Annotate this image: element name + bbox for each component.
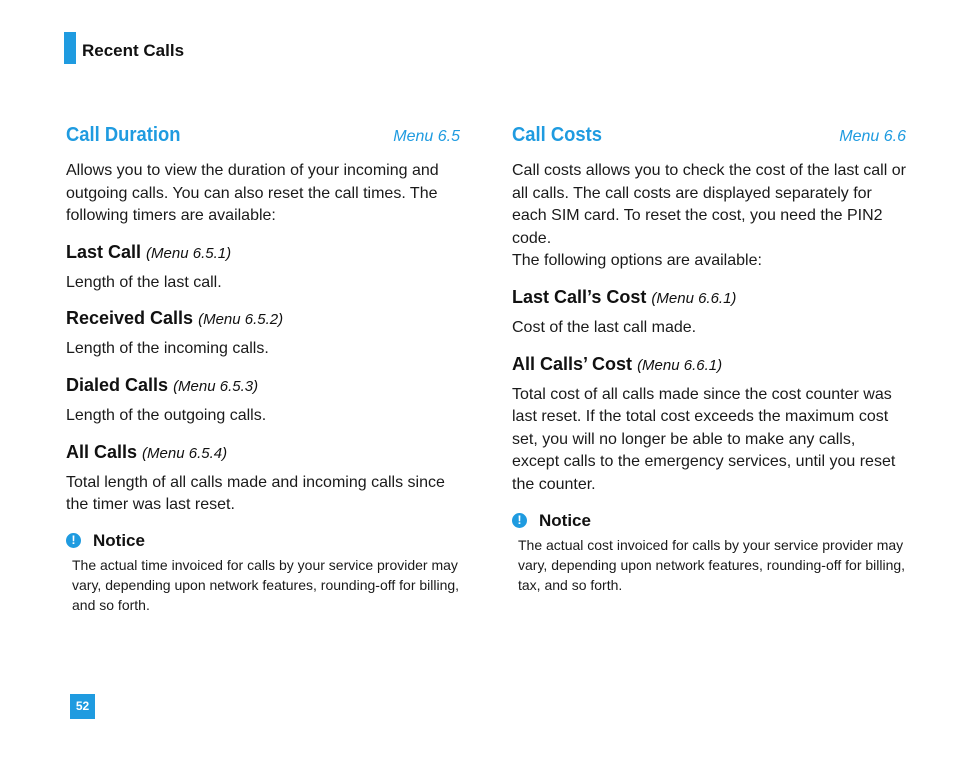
subsection-desc: Length of the outgoing calls.	[66, 406, 267, 424]
section-header	[66, 124, 460, 152]
options-intro: The following options are available:	[512, 252, 762, 270]
notice-header	[512, 511, 906, 531]
exclamation-icon: !	[512, 513, 527, 528]
subsection-desc: Total length of all calls made and incoming calls since the timer was last reset.	[66, 473, 445, 514]
section-intro: Call costs allows you to check the cost of the last call or all calls. The call costs are displayed separately for each SIM card. To reset the cost, you need the PIN2 code.	[512, 162, 906, 247]
subsection-heading	[66, 441, 460, 465]
section-menu-ref: Menu 6.6	[839, 128, 906, 145]
notice-header	[66, 531, 460, 551]
notice-label: Notice	[93, 530, 145, 550]
subsection-heading	[66, 241, 460, 265]
subsection-name: All Calls	[66, 441, 138, 462]
subsection-desc: Length of the incoming calls.	[66, 340, 269, 358]
subsection-name: All Calls’ Cost	[512, 353, 633, 374]
subsection-name: Last Call’s Cost	[512, 286, 647, 307]
section-title: Call Costs	[512, 124, 602, 146]
subsection-heading	[66, 307, 460, 331]
subsection-menu-ref: (Menu 6.5.3)	[173, 377, 259, 395]
chapter-title: Recent Calls	[82, 41, 185, 60]
subsection-menu-ref: (Menu 6.5.2)	[198, 311, 284, 329]
subsection-desc: Total cost of all calls made since the cost counter was last reset. If the total cost exceeds the maximum cost set, you will no longer be able to make any calls, except calls to the emergency services, until you reset the counter.	[512, 385, 896, 493]
subsection-desc: Length of the last call.	[66, 273, 222, 291]
section-title: Call Duration	[66, 124, 181, 146]
subsection-heading	[512, 286, 906, 310]
section-intro: Allows you to view the duration of your incoming and outgoing calls. You can also reset the call times. The following timers are available:	[66, 162, 439, 225]
subsection-menu-ref: (Menu 6.6.1)	[637, 356, 723, 374]
subsection-name: Last Call	[66, 241, 142, 262]
subsection-menu-ref: (Menu 6.6.1)	[651, 289, 737, 307]
subsection-desc: Cost of the last call made.	[512, 318, 697, 336]
header-accent-bar	[64, 32, 76, 64]
call-duration-section	[66, 124, 460, 615]
notice-text: The actual time invoiced for calls by your service provider may vary, depending upon network features, rounding-off for billing, and so forth.	[72, 556, 460, 613]
call-costs-section	[512, 124, 906, 595]
subsection-name: Dialed Calls	[66, 374, 169, 395]
subsection-heading	[66, 374, 460, 398]
exclamation-icon: !	[66, 533, 81, 548]
section-header	[512, 124, 906, 152]
subsection-heading	[512, 353, 906, 377]
page-number: 52	[70, 694, 95, 719]
section-menu-ref: Menu 6.5	[393, 128, 460, 145]
subsection-menu-ref: (Menu 6.5.4)	[142, 444, 228, 462]
subsection-menu-ref: (Menu 6.5.1)	[146, 244, 232, 262]
notice-label: Notice	[539, 510, 591, 530]
subsection-name: Received Calls	[66, 308, 194, 329]
notice-text: The actual cost invoiced for calls by your service provider may vary, depending upon network features, rounding-off for billing, tax, and so forth.	[518, 536, 906, 593]
